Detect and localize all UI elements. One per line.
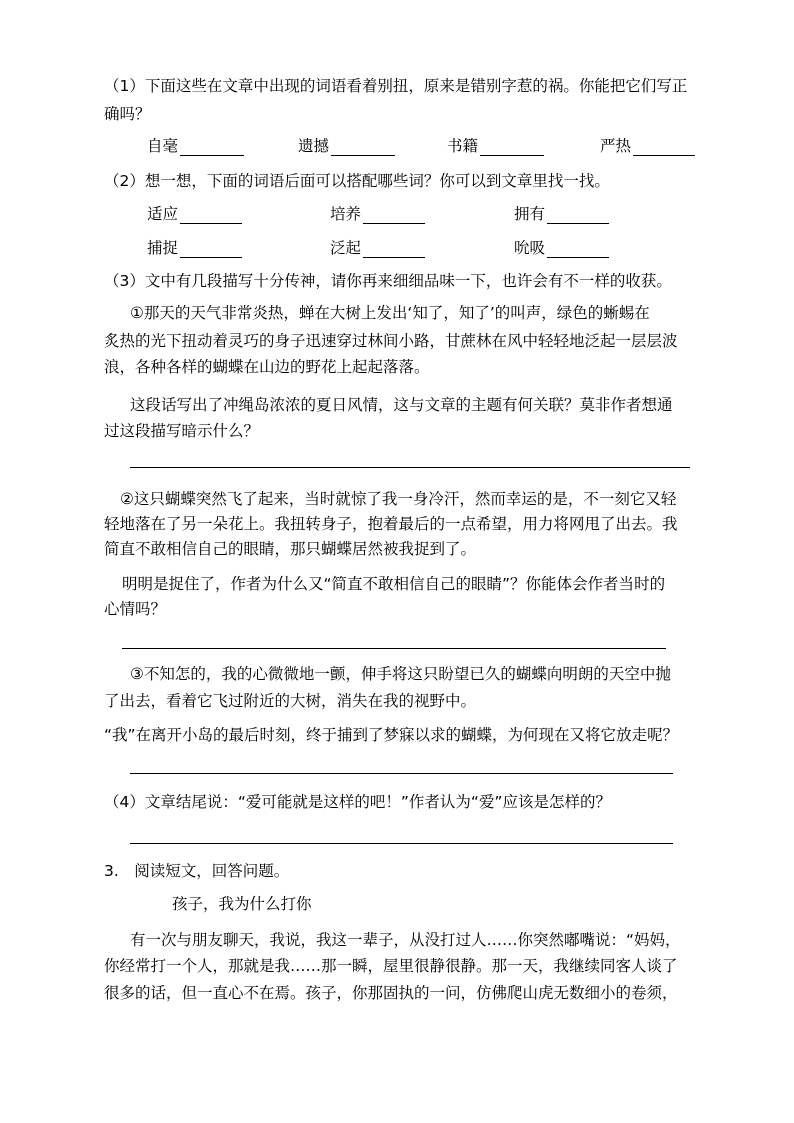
q3-passage1-line1: ①那天的天气非常炎热，蝉在大树上发出‘知了，知了’的叫声，绿色的蜥蜴在 [130,304,650,322]
q3-passage3-line2: 了出去，看着它飞过附近的大树，消失在我的视野中。 [104,692,477,710]
q3-passage2-line3: 简直不敢相信自己的眼睛，那只蝴蝶居然被我捉到了。 [104,540,477,558]
q1-word-4: 严热 [600,137,632,155]
answer-blank[interactable] [633,139,695,156]
q2-line1: （2）想一想，下面的词语后面可以搭配哪些词？你可以到文章里找一找。 [104,172,610,190]
answer-blank[interactable] [180,207,242,224]
section3-body-line3: 很多的话，但一直心不在焉。孩子，你那固执的一问，仿佛爬山虎无数细小的卷须， [104,984,678,1002]
q3-question-c: “我”在离开小岛的最后时刻，终于捕到了梦寐以求的蝴蝶，为何现在又将它放走呢？ [104,726,679,744]
q3-passage2-line2: 轻地落在了另一朵花上。我扭转身子，抱着最后的一点希望，用力将网甩了出去。我 [104,515,678,533]
q3-question-a-line1: 这段话写出了冲绳岛浓浓的夏日风情，这与文章的主题有何关联？莫非作者想通 [130,396,673,414]
section3-body-line2: 你经常打一个人，那就是我……那一瞬，屋里很静很静。那一天，我继续同客人谈了 [104,957,678,975]
answer-line[interactable] [130,467,690,468]
q1-word-1: 自毫 [147,137,179,155]
answer-line[interactable] [130,843,673,844]
q3-question-a-line2: 过这段描写暗示什么？ [104,422,260,440]
answer-line[interactable] [122,648,666,649]
q1-word-field-4[interactable] [600,136,695,156]
q3-question-b-line2: 心情吗？ [104,600,167,618]
answer-blank[interactable] [547,241,609,258]
q2-word-3: 拥有 [514,205,546,223]
section3-body-line1: 有一次与朋友聊天，我说，我这一辈子，从没打过人……你突然嘟嘴说：“妈妈， [130,931,681,949]
answer-blank[interactable] [480,139,544,156]
q2-word-field-1[interactable] [147,204,242,224]
q3-question-b-line1: 明明是捉住了，作者为什么又“简直不敢相信自己的眼睛”？你能体会作者当时的 [122,575,666,593]
answer-blank[interactable] [547,207,609,224]
q4-line1: （4）文章结尾说：“爱可能就是这样的吧！”作者认为“爱”应该是怎样的？ [104,793,611,811]
q2-word-5: 泛起 [330,239,362,257]
answer-blank[interactable] [331,139,395,156]
q3-passage2-line1: ②这只蝴蝶突然飞了起来，当时就惊了我一身冷汗，然而幸运的是，不一刻它又轻 [120,490,677,508]
q2-word-4: 捕捉 [147,239,179,257]
q3-passage1-line2: 炙热的光下扭动着灵巧的身子迅速穿过林间小路，甘蔗林在风中轻轻地泛起一层层波 [104,332,678,350]
q2-word-field-6[interactable] [514,238,609,258]
q1-line1: （1）下面这些在文章中出现的词语看着别扭，原来是错别字惹的祸。你能把它们写正 [104,77,688,95]
q3-intro: （3）文中有几段描写十分传神，请你再来细细品味一下，也许会有不一样的收获。 [104,272,672,290]
q1-word-field-3[interactable] [447,136,544,156]
q1-word-3: 书籍 [447,137,479,155]
section3-title: 孩子，我为什么打你 [172,895,312,913]
q2-word-1: 适应 [147,205,179,223]
answer-blank[interactable] [180,241,242,258]
q1-word-field-2[interactable] [298,136,395,156]
q3-passage1-line3: 浪，各种各样的蝴蝶在山边的野花上起起落落。 [104,358,430,376]
q2-word-6: 吮吸 [514,239,546,257]
q2-word-field-3[interactable] [514,204,609,224]
answer-blank[interactable] [180,139,244,156]
q1-word-2: 遗撼 [298,137,330,155]
section3-heading: 3. 阅读短文，回答问题。 [104,862,290,880]
answer-line[interactable] [130,773,673,774]
q2-word-2: 培养 [330,205,362,223]
answer-blank[interactable] [363,241,425,258]
q2-word-field-2[interactable] [330,204,425,224]
q3-passage3-line1: ③不知怎的，我的心微微地一颤，伸手将这只盼望已久的蝴蝶向明朗的天空中抛 [130,665,671,683]
q2-word-field-4[interactable] [147,238,242,258]
q1-line2: 确吗？ [104,105,151,123]
answer-blank[interactable] [363,207,425,224]
q2-word-field-5[interactable] [330,238,425,258]
q1-word-field-1[interactable] [147,136,244,156]
